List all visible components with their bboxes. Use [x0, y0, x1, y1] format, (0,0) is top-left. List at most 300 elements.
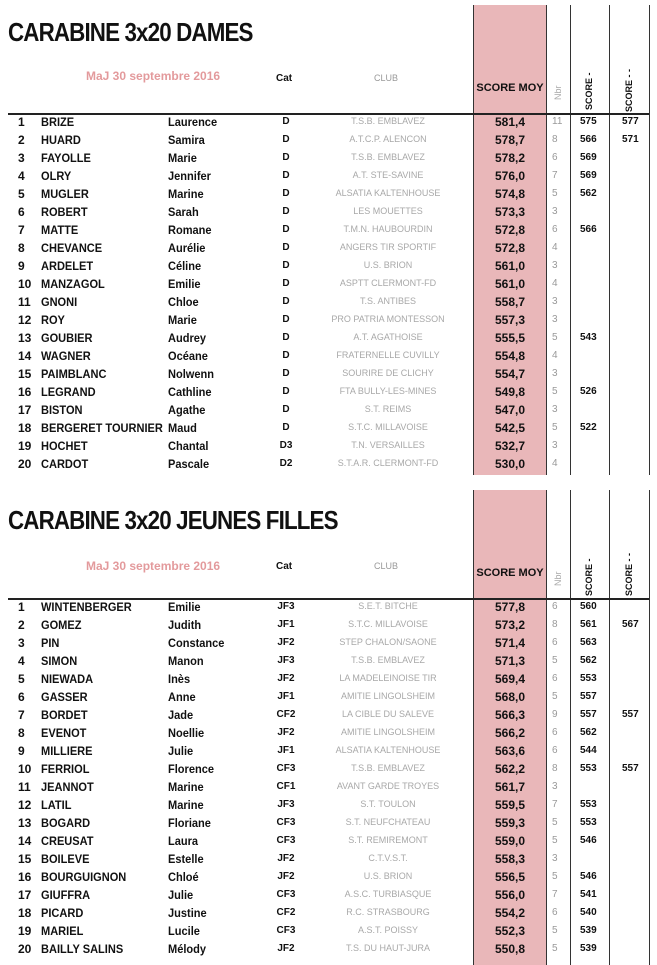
surname-cell: WINTENBERGER	[41, 600, 132, 614]
table-row	[0, 401, 657, 419]
firstname-cell: Justine	[168, 906, 207, 920]
nbr-cell: 6	[552, 727, 558, 738]
nbr-cell: 9	[552, 709, 558, 720]
surname-cell: BOGARD	[41, 816, 91, 830]
score-moy-cell: 532,7	[494, 439, 526, 453]
nbr-cell: 5	[552, 386, 558, 397]
firstname-cell: Aurélie	[168, 241, 206, 255]
category-cell: JF2	[277, 727, 295, 738]
club-cell: S.T. REMIREMONT	[348, 835, 428, 845]
club-cell: A.T.C.P. ALENCON	[349, 134, 427, 144]
surname-cell: CREUSAT	[41, 834, 94, 848]
club-cell: T.M.N. HAUBOURDIN	[343, 224, 433, 234]
rank-cell: 8	[18, 726, 25, 740]
score-moy-cell: 558,3	[494, 852, 526, 866]
category-cell: JF2	[277, 637, 295, 648]
firstname-cell: Céline	[168, 259, 202, 273]
table-row	[0, 778, 657, 796]
score-1-cell: 543	[580, 332, 597, 343]
rank-cell: 9	[18, 259, 25, 273]
surname-cell: BOURGUIGNON	[41, 870, 127, 884]
surname-cell: BOILEVE	[41, 852, 90, 866]
score-1-cell: 575	[580, 116, 597, 127]
surname-cell: HUARD	[41, 133, 81, 147]
category-cell: D	[282, 170, 290, 181]
club-cell: A.T. STE-SAVINE	[352, 170, 424, 180]
firstname-cell: Sarah	[168, 205, 199, 219]
rank-cell: 4	[18, 169, 25, 183]
rank-cell: 1	[18, 115, 25, 129]
rank-cell: 16	[18, 385, 32, 399]
nbr-cell: 4	[552, 242, 558, 253]
club-cell: LA CIBLE DU SALEVE	[341, 709, 435, 719]
club-cell: A.S.T. POISSY	[357, 925, 419, 935]
club-cell: U.S. BRION	[363, 871, 413, 881]
rank-cell: 20	[18, 457, 32, 471]
club-cell: ALSATIA KALTENHOUSE	[335, 188, 441, 198]
score-moy-cell: 568,0	[494, 690, 526, 704]
rank-cell: 12	[18, 313, 32, 327]
club-cell: S.T. REIMS	[364, 404, 412, 414]
category-cell: JF2	[277, 673, 295, 684]
category-cell: JF3	[277, 601, 295, 612]
firstname-cell: Lucile	[168, 924, 200, 938]
firstname-cell: Estelle	[168, 852, 204, 866]
nbr-cell: 6	[552, 224, 558, 235]
club-cell: STEP CHALON/SAONE	[339, 637, 437, 647]
surname-cell: BISTON	[41, 403, 83, 417]
score-2-cell: 567	[622, 619, 639, 630]
surname-cell: MILLIERE	[41, 744, 93, 758]
firstname-cell: Marine	[168, 780, 204, 794]
surname-cell: EVENOT	[41, 726, 87, 740]
club-cell: T.S. ANTIBES	[359, 296, 417, 306]
category-cell: JF1	[277, 691, 295, 702]
rank-cell: 14	[18, 834, 32, 848]
surname-cell: GASSER	[41, 690, 88, 704]
score-1-cell: 562	[580, 188, 597, 199]
club-cell: LES MOUETTES	[353, 206, 423, 216]
category-cell: JF2	[277, 853, 295, 864]
nbr-cell: 5	[552, 332, 558, 343]
firstname-cell: Laurence	[168, 115, 218, 129]
firstname-cell: Laura	[168, 834, 199, 848]
nbr-cell: 3	[552, 853, 558, 864]
score-1-cell: 553	[580, 673, 597, 684]
category-cell: JF2	[277, 943, 295, 954]
table-row	[0, 652, 657, 670]
score-1-cell: 526	[580, 386, 597, 397]
category-cell: D	[282, 224, 290, 235]
table-row	[0, 598, 657, 616]
table-row	[0, 940, 657, 958]
table-row	[0, 113, 657, 131]
score-1-cell: 539	[580, 943, 597, 954]
table-row	[0, 760, 657, 778]
category-cell: CF2	[276, 709, 296, 720]
firstname-cell: Chloé	[168, 870, 199, 884]
score-moy-cell: 574,8	[494, 187, 526, 201]
firstname-cell: Pascale	[168, 457, 210, 471]
firstname-cell: Manon	[168, 654, 204, 668]
firstname-cell: Julie	[168, 888, 194, 902]
table-row	[0, 850, 657, 868]
firstname-cell: Emilie	[168, 277, 201, 291]
score-moy-cell: 569,4	[494, 672, 526, 686]
header-club: CLUB	[374, 73, 399, 83]
score-moy-cell: 554,2	[494, 906, 526, 920]
firstname-cell: Marine	[168, 187, 204, 201]
table-row	[0, 203, 657, 221]
rank-cell: 20	[18, 942, 32, 956]
surname-cell: CHEVANCE	[41, 241, 103, 255]
category-cell: JF1	[277, 745, 295, 756]
surname-cell: GIUFFRA	[41, 888, 91, 902]
club-cell: S.T. NEUFCHATEAU	[345, 817, 431, 827]
score-moy-cell: 572,8	[494, 241, 526, 255]
rank-cell: 17	[18, 403, 32, 417]
score-moy-cell: 561,7	[494, 780, 526, 794]
score-1-cell: 557	[580, 709, 597, 720]
score-moy-cell: 559,3	[494, 816, 526, 830]
surname-cell: LEGRAND	[41, 385, 96, 399]
nbr-cell: 4	[552, 458, 558, 469]
nbr-cell: 8	[552, 763, 558, 774]
rank-cell: 10	[18, 762, 32, 776]
surname-cell: OLRY	[41, 169, 72, 183]
category-cell: D	[282, 296, 290, 307]
category-cell: CF3	[276, 763, 296, 774]
surname-cell: MATTE	[41, 223, 79, 237]
club-cell: S.T.A.R. CLERMONT-FD	[337, 458, 439, 468]
category-cell: D	[282, 188, 290, 199]
score-1-cell: 561	[580, 619, 597, 630]
score-moy-cell: 563,6	[494, 744, 526, 758]
firstname-cell: Jade	[168, 708, 194, 722]
firstname-cell: Marie	[168, 313, 197, 327]
category-cell: D	[282, 386, 290, 397]
club-cell: FRATERNELLE CUVILLY	[336, 350, 440, 360]
nbr-cell: 3	[552, 206, 558, 217]
score-moy-cell: 573,2	[494, 618, 526, 632]
club-cell: AMITIE LINGOLSHEIM	[340, 727, 436, 737]
score-moy-cell: 572,8	[494, 223, 526, 237]
category-cell: D	[282, 152, 290, 163]
category-cell: CF2	[276, 907, 296, 918]
surname-cell: ROY	[41, 313, 65, 327]
firstname-cell: Maud	[168, 421, 197, 435]
surname-cell: NIEWADA	[41, 672, 94, 686]
section-dames	[0, 0, 657, 480]
firstname-cell: Emilie	[168, 600, 201, 614]
score-2-cell: 557	[622, 763, 639, 774]
category-cell: JF3	[277, 655, 295, 666]
club-cell: ANGERS TIR SPORTIF	[339, 242, 437, 252]
surname-cell: ROBERT	[41, 205, 88, 219]
score-1-cell: 562	[580, 655, 597, 666]
header-score-1: SCORE -	[584, 72, 594, 110]
category-cell: CF3	[276, 889, 296, 900]
surname-cell: LATIL	[41, 798, 72, 812]
table-row	[0, 616, 657, 634]
score-1-cell: 522	[580, 422, 597, 433]
score-moy-cell: 561,0	[494, 259, 526, 273]
nbr-cell: 3	[552, 440, 558, 451]
nbr-cell: 3	[552, 314, 558, 325]
club-cell: T.S.B. EMBLAVEZ	[351, 152, 425, 162]
score-1-cell: 539	[580, 925, 597, 936]
surname-cell: FERRIOL	[41, 762, 90, 776]
firstname-cell: Chantal	[168, 439, 209, 453]
firstname-cell: Anne	[168, 690, 196, 704]
header-score-2: SCORE - -	[624, 552, 634, 596]
nbr-cell: 7	[552, 170, 558, 181]
score-moy-cell: 554,8	[494, 349, 526, 363]
table-row	[0, 149, 657, 167]
surname-cell: PAIMBLANC	[41, 367, 107, 381]
rank-cell: 12	[18, 798, 32, 812]
score-moy-cell: 571,4	[494, 636, 526, 650]
update-date: MaJ 30 septembre 2016	[86, 559, 221, 573]
table-row	[0, 688, 657, 706]
header-score-moy: SCORE MOY	[476, 567, 544, 579]
score-moy-cell: 576,0	[494, 169, 526, 183]
nbr-cell: 11	[552, 116, 563, 127]
category-cell: D3	[279, 440, 293, 451]
score-1-cell: 546	[580, 835, 597, 846]
club-cell: C.T.V.S.T.	[368, 853, 408, 863]
firstname-cell: Cathline	[168, 385, 212, 399]
score-1-cell: 562	[580, 727, 597, 738]
club-cell: T.S.B. EMBLAVEZ	[351, 763, 425, 773]
nbr-cell: 5	[552, 655, 558, 666]
surname-cell: MANZAGOL	[41, 277, 105, 291]
nbr-cell: 5	[552, 943, 558, 954]
table-row	[0, 239, 657, 257]
nbr-cell: 5	[552, 871, 558, 882]
table-row	[0, 221, 657, 239]
surname-cell: MARIEL	[41, 924, 84, 938]
nbr-cell: 5	[552, 188, 558, 199]
firstname-cell: Mélody	[168, 942, 207, 956]
category-cell: JF3	[277, 799, 295, 810]
score-1-cell: 569	[580, 170, 597, 181]
rank-cell: 2	[18, 618, 25, 632]
table-row	[0, 796, 657, 814]
rank-cell: 9	[18, 744, 25, 758]
score-2-cell: 557	[622, 709, 639, 720]
rank-cell: 17	[18, 888, 32, 902]
nbr-cell: 3	[552, 404, 558, 415]
score-moy-cell: 559,0	[494, 834, 526, 848]
rank-cell: 2	[18, 133, 25, 147]
surname-cell: JEANNOT	[41, 780, 94, 794]
nbr-cell: 6	[552, 673, 558, 684]
table-row	[0, 455, 657, 473]
surname-cell: HOCHET	[41, 439, 88, 453]
nbr-cell: 3	[552, 296, 558, 307]
rank-cell: 11	[18, 295, 31, 309]
category-cell: D	[282, 350, 290, 361]
rank-cell: 19	[18, 924, 32, 938]
nbr-cell: 6	[552, 152, 558, 163]
category-cell: JF2	[277, 871, 295, 882]
rank-cell: 6	[18, 205, 25, 219]
firstname-cell: Judith	[168, 618, 202, 632]
nbr-cell: 5	[552, 835, 558, 846]
rank-cell: 4	[18, 654, 25, 668]
category-cell: D	[282, 368, 290, 379]
category-cell: D	[282, 260, 290, 271]
score-moy-cell: 571,3	[494, 654, 526, 668]
score-1-cell: 557	[580, 691, 597, 702]
header-cat: Cat	[276, 73, 293, 84]
rank-cell: 7	[18, 223, 25, 237]
table-row	[0, 311, 657, 329]
surname-cell: BRIZE	[41, 115, 75, 129]
nbr-cell: 5	[552, 691, 558, 702]
header-score-moy: SCORE MOY	[476, 82, 544, 94]
table-row	[0, 832, 657, 850]
category-cell: D	[282, 206, 290, 217]
club-cell: T.S.B. EMBLAVEZ	[351, 655, 425, 665]
table-row	[0, 814, 657, 832]
club-cell: T.S.B. EMBLAVEZ	[351, 116, 425, 126]
header-cat: Cat	[276, 561, 293, 572]
score-1-cell: 560	[580, 601, 597, 612]
score-moy-cell: 556,5	[494, 870, 526, 884]
surname-cell: SIMON	[41, 654, 78, 668]
nbr-cell: 5	[552, 925, 558, 936]
score-moy-cell: 573,3	[494, 205, 526, 219]
header-club: CLUB	[374, 561, 399, 571]
club-cell: AVANT GARDE TROYES	[336, 781, 440, 791]
surname-cell: ARDELET	[41, 259, 94, 273]
category-cell: D	[282, 332, 290, 343]
section-title: CARABINE 3x20 DAMES	[8, 17, 253, 47]
surname-cell: PICARD	[41, 906, 84, 920]
score-1-cell: 563	[580, 637, 597, 648]
score-moy-cell: 562,2	[494, 762, 526, 776]
surname-cell: BORDET	[41, 708, 88, 722]
surname-cell: GOMEZ	[41, 618, 82, 632]
nbr-cell: 5	[552, 817, 558, 828]
score-moy-cell: 566,2	[494, 726, 526, 740]
score-1-cell: 566	[580, 224, 597, 235]
rank-cell: 11	[18, 780, 31, 794]
club-cell: ALSATIA KALTENHOUSE	[335, 745, 441, 755]
score-2-cell: 577	[622, 116, 639, 127]
nbr-cell: 6	[552, 907, 558, 918]
table-row	[0, 293, 657, 311]
rank-cell: 5	[18, 187, 25, 201]
surname-cell: FAYOLLE	[41, 151, 91, 165]
table-row	[0, 922, 657, 940]
score-1-cell: 540	[580, 907, 597, 918]
category-cell: CF3	[276, 835, 296, 846]
table-row	[0, 742, 657, 760]
firstname-cell: Floriane	[168, 816, 211, 830]
nbr-cell: 6	[552, 601, 558, 612]
firstname-cell: Audrey	[168, 331, 207, 345]
score-1-cell: 553	[580, 817, 597, 828]
score-moy-cell: 550,8	[494, 942, 526, 956]
club-cell: AMITIE LINGOLSHEIM	[340, 691, 436, 701]
table-row	[0, 904, 657, 922]
section-title: CARABINE 3x20 JEUNES FILLES	[8, 505, 338, 535]
rank-cell: 3	[18, 636, 25, 650]
rank-cell: 7	[18, 708, 25, 722]
table-row	[0, 419, 657, 437]
score-1-cell: 541	[580, 889, 597, 900]
category-cell: D	[282, 242, 290, 253]
table-row	[0, 347, 657, 365]
header-nbr: Nbr	[553, 85, 563, 100]
rank-cell: 6	[18, 690, 25, 704]
table-row	[0, 383, 657, 401]
surname-cell: MUGLER	[41, 187, 89, 201]
score-moy-cell: 577,8	[494, 600, 526, 614]
firstname-cell: Noellie	[168, 726, 205, 740]
score-moy-cell: 542,5	[494, 421, 526, 435]
score-moy-cell: 547,0	[494, 403, 526, 417]
rank-cell: 18	[18, 421, 32, 435]
surname-cell: CARDOT	[41, 457, 89, 471]
table-row	[0, 670, 657, 688]
score-1-cell: 566	[580, 134, 597, 145]
rank-cell: 1	[18, 600, 25, 614]
score-moy-cell: 581,4	[494, 115, 526, 129]
table-row	[0, 329, 657, 347]
firstname-cell: Florence	[168, 762, 215, 776]
table-row	[0, 634, 657, 652]
surname-cell: BERGERET TOURNIER	[41, 421, 163, 435]
nbr-cell: 7	[552, 889, 558, 900]
rank-cell: 5	[18, 672, 25, 686]
firstname-cell: Océane	[168, 349, 208, 363]
club-cell: FTA BULLY-LES-MINES	[339, 386, 437, 396]
table-row	[0, 185, 657, 203]
category-cell: D	[282, 134, 290, 145]
club-cell: S.E.T. BITCHE	[358, 601, 418, 611]
surname-cell: WAGNER	[41, 349, 91, 363]
category-cell: D	[282, 278, 290, 289]
surname-cell: GOUBIER	[41, 331, 93, 345]
club-cell: T.S. DU HAUT-JURA	[345, 943, 430, 953]
nbr-cell: 3	[552, 781, 558, 792]
header-nbr: Nbr	[553, 571, 563, 586]
firstname-cell: Jennifer	[168, 169, 211, 183]
firstname-cell: Chloe	[168, 295, 199, 309]
rank-cell: 10	[18, 277, 32, 291]
club-cell: SOURIRE DE CLICHY	[342, 368, 434, 378]
firstname-cell: Marie	[168, 151, 197, 165]
header-score-1: SCORE -	[584, 558, 594, 596]
club-cell: R.C. STRASBOURG	[346, 907, 430, 917]
club-cell: T.N. VERSAILLES	[351, 440, 425, 450]
rank-cell: 15	[18, 367, 32, 381]
club-cell: LA MADELEINOISE TIR	[339, 673, 437, 683]
rank-cell: 13	[18, 816, 32, 830]
score-moy-cell: 557,3	[494, 313, 526, 327]
nbr-cell: 3	[552, 260, 558, 271]
category-cell: D	[282, 314, 290, 325]
score-moy-cell: 549,8	[494, 385, 526, 399]
category-cell: JF1	[277, 619, 295, 630]
score-moy-cell: 554,7	[494, 367, 526, 381]
firstname-cell: Samira	[168, 133, 205, 147]
firstname-cell: Inès	[168, 672, 191, 686]
